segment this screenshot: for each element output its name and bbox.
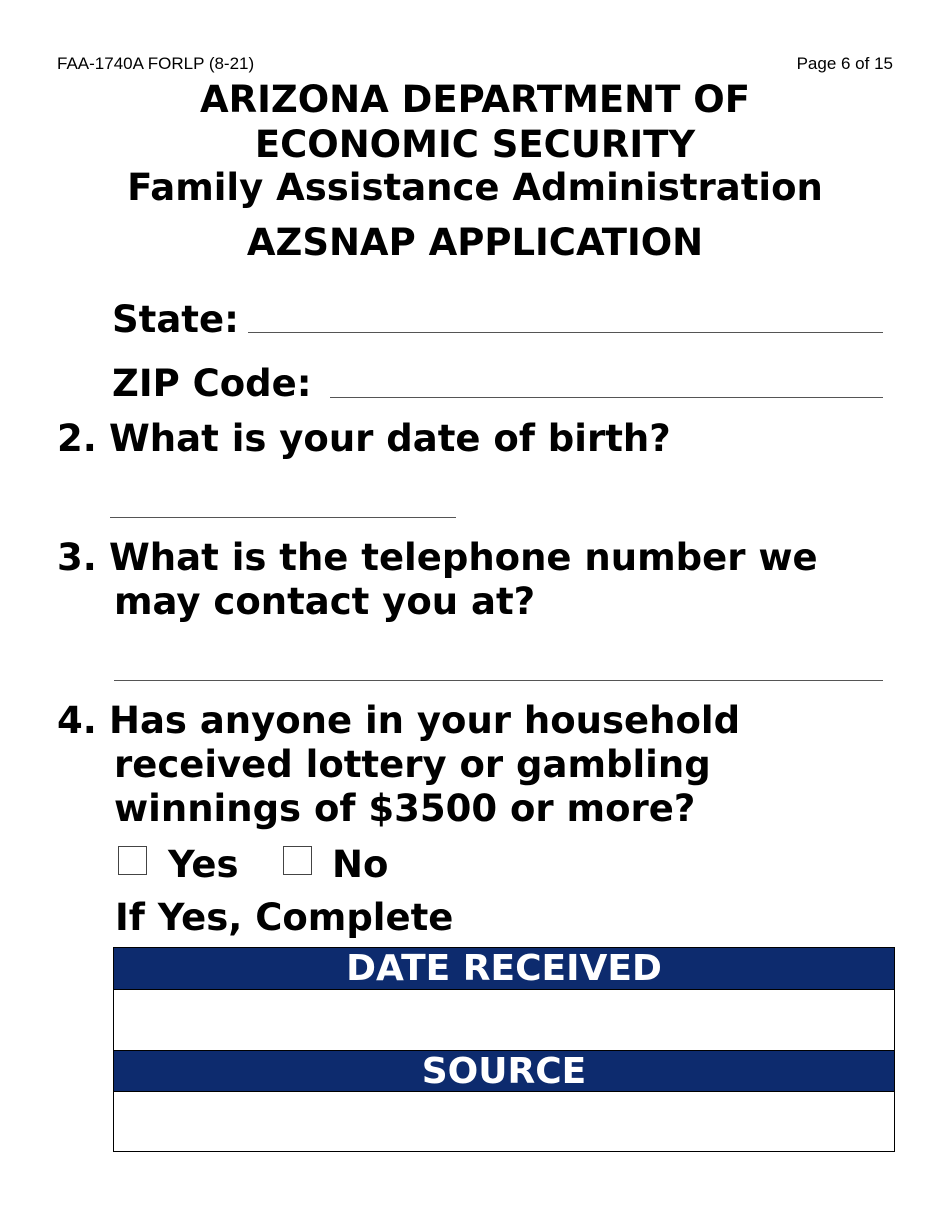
page-number: Page 6 of 15 xyxy=(796,54,893,73)
zip-field[interactable] xyxy=(330,397,883,398)
question-3-number: 3. xyxy=(57,536,97,579)
question-2-text: What is your date of birth? xyxy=(109,417,671,460)
question-4-line1: Has anyone in your household xyxy=(109,699,741,742)
question-3-line1: What is the telephone number we xyxy=(109,536,818,579)
agency-title-line1: ARIZONA DEPARTMENT OF xyxy=(200,78,750,121)
telephone-field[interactable] xyxy=(114,680,883,681)
question-4-line3: winnings of $3500 or more? xyxy=(114,787,696,830)
date-received-header: DATE RECEIVED xyxy=(114,948,894,989)
state-label: State: xyxy=(112,298,239,341)
state-field[interactable] xyxy=(248,332,883,333)
no-checkbox[interactable] xyxy=(283,846,312,875)
if-yes-instruction: If Yes, Complete xyxy=(115,896,454,939)
date-received-cell[interactable] xyxy=(114,989,894,1050)
zip-label: ZIP Code: xyxy=(112,362,312,405)
question-4-line2: received lottery or gambling xyxy=(114,743,711,786)
yes-label: Yes xyxy=(168,843,239,886)
source-cell[interactable] xyxy=(114,1091,894,1151)
question-2-number: 2. xyxy=(57,417,97,460)
yes-checkbox[interactable] xyxy=(118,846,147,875)
no-label: No xyxy=(332,843,389,886)
question-3-line2: may contact you at? xyxy=(114,580,536,623)
agency-subtitle: Family Assistance Administration xyxy=(127,166,823,209)
application-title: AZSNAP APPLICATION xyxy=(246,221,704,264)
agency-title-line2: ECONOMIC SECURITY xyxy=(254,123,696,166)
date-of-birth-field[interactable] xyxy=(110,517,456,518)
winnings-table xyxy=(113,947,895,1152)
question-4-number: 4. xyxy=(57,699,97,742)
source-header: SOURCE xyxy=(114,1050,894,1092)
form-number: FAA-1740A FORLP (8-21) xyxy=(57,54,255,73)
